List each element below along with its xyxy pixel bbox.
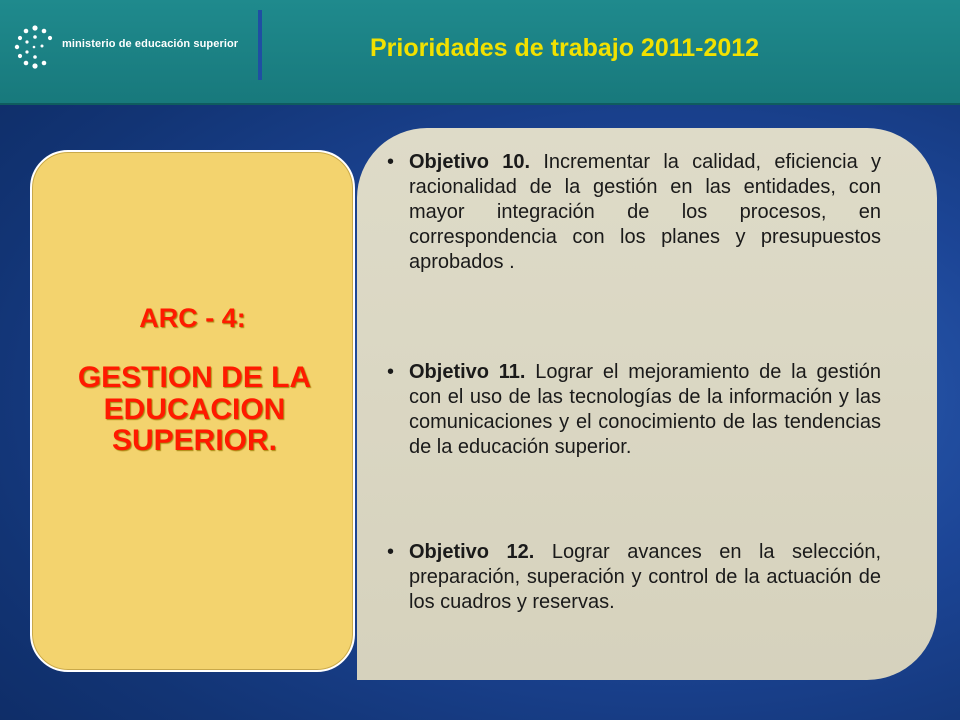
header-divider bbox=[258, 10, 262, 80]
objective-label: Objetivo 12. bbox=[409, 541, 535, 563]
objective-label: Objetivo 10. bbox=[409, 151, 531, 173]
objective-item bbox=[387, 150, 881, 275]
bullet-icon: • bbox=[387, 151, 395, 173]
objective-text: Incrementar la calidad, eficiencia y racionalidad de la gestión en las entidades, con mayor integración de los procesos, en correspondencia con los planes y presupuestos aprobados . bbox=[409, 151, 881, 273]
arc-body: GESTION DE LA EDUCACION SUPERIOR. bbox=[77, 361, 312, 457]
arc-heading: ARC - 4: bbox=[139, 303, 246, 333]
bullet-icon: • bbox=[387, 361, 395, 383]
arc-card bbox=[30, 150, 355, 672]
objectives-card bbox=[357, 128, 937, 680]
logo-text: ministerio de educación superior bbox=[62, 38, 239, 50]
objective-label: Objetivo 11. bbox=[409, 361, 526, 383]
bullet-icon: • bbox=[387, 541, 395, 563]
header-bar bbox=[0, 0, 960, 105]
ministry-logo-icon bbox=[10, 22, 60, 72]
objective-item bbox=[387, 540, 881, 615]
page-title: Prioridades de trabajo 2011-2012 bbox=[370, 34, 760, 62]
objective-text: Lograr avances en la selección, preparación, superación y control de la actuación de los cuadros y reservas. bbox=[409, 541, 881, 613]
objective-item bbox=[387, 360, 882, 460]
objective-text: Lograr el mejoramiento de la gestión con el uso de las tecnologías de la información y las comunicaciones y el conocimiento de las tendencias de la educación superior. bbox=[409, 361, 882, 458]
